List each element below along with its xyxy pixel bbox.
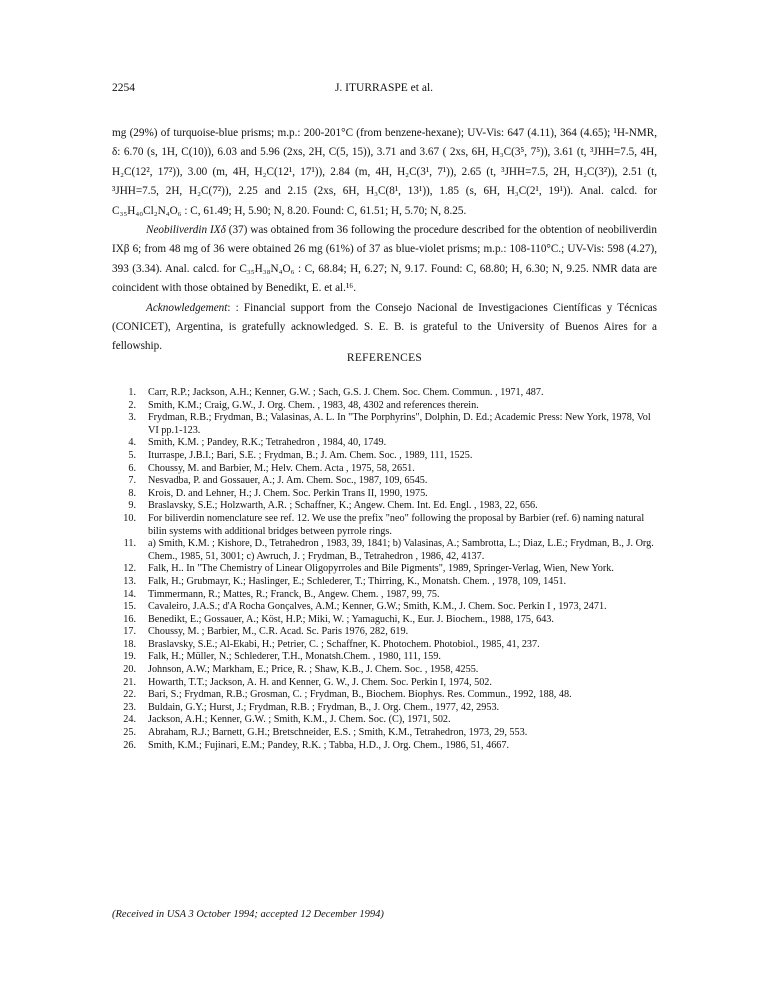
reference-text: Bari, S.; Frydman, R.B.; Grosman, C. ; Frydman, B., Biochem. Biophys. Res. Commun., 1992, 188, 48. [148,689,572,701]
reference-item [112,412,657,437]
reference-number: 13. [123,575,136,587]
reference-text: Braslavsky, S.E.; Holzwarth, A.R. ; Schaffner, K.; Angew. Chem. Int. Ed. Engl. , 1983, 22, 656. [148,500,538,512]
running-title: J. ITURRASPE et al. [334,82,434,94]
reference-text: Carr, R.P.; Jackson, A.H.; Kenner, G.W. ; Sach, G.S. J. Chem. Soc. Chem. Commun. , 1971, 487. [148,387,544,398]
acknowledgement-heading: Acknowledgement [146,301,228,314]
reference-item [112,387,657,400]
reference-text: Choussy, M. and Barbier, M.; Helv. Chem. Acta , 1975, 58, 2651. [148,462,415,474]
reference-number: 14. [123,588,136,600]
received-note: (Received in USA 3 October 1994; accepted 12 December 1994) [112,909,384,920]
reference-text: Smith, K.M.; Fujinari, E.M.; Pandey, R.K. ; Tabba, H.D., J. Org. Chem., 1986, 51, 4667. [148,739,510,751]
reference-text: Falk, H.; Grubmayr, K.; Haslinger, E.; Schlederer, T.; Thirring, K., Monatsh. Chem. , 1978, 109, 1451. [148,575,567,587]
reference-text: Jackson, A.H.; Kenner, G.W. ; Smith, K.M., J. Chem. Soc. (C), 1971, 502. [148,714,451,726]
reference-number: 2. [128,399,136,411]
reference-item [112,614,657,627]
reference-number: 17. [123,626,136,638]
reference-item [112,702,657,715]
reference-text: Choussy, M. ; Barbier, M., C.R. Acad. Sc. Paris 1976, 282, 619. [148,626,409,638]
reference-text: Nesvadba, P. and Gossauer, A.; J. Am. Chem. Soc., 1987, 109, 6545. [148,475,428,487]
references-heading: REFERENCES [346,352,423,364]
reference-number: 12. [123,563,136,575]
reference-item [112,651,657,664]
reference-item [112,740,657,753]
reference-number: 7. [128,475,136,487]
reference-item [112,664,657,677]
reference-item [112,689,657,702]
reference-item [112,626,657,639]
reference-number: 21. [123,676,136,688]
reference-item [112,437,657,450]
reference-text: Benedikt, E.; Gossauer, A.; Köst, H.P.; Miki, W. ; Yamaguchi, K., Eur. J. Biochem., 1988, 175, 643. [148,613,554,625]
reference-text: Smith, K.M. ; Pandey, R.K.; Tetrahedron , 1984, 40, 1749. [148,437,387,449]
reference-text: Johnson, A.W.; Markham, E.; Price, R. ; Shaw, K.B., J. Chem. Soc. , 1958, 4255. [148,664,479,676]
reference-text: Timmermann, R.; Mattes, R.; Franck, B., Angew. Chem. , 1987, 99, 75. [148,588,440,600]
compound-name: Neobiliverdin IXδ [146,224,226,237]
experimental-paragraph: mg (29%) of turquoise-blue prisms; m.p.: 200-201°C (from benzene-hexane); UV-Vis: 647 (4.11), 364 (4.65); ¹H-NMR, δ: 6.70 (s, 1H, C(10)), 6.03 and 5.96 (2xs, 2H, C(5, 15)), 3.71 and 3.67 ( 2xs, 6H, H₃C(3⁵, 7⁵)), 3.61 (t, ³JHH=7.5, 4H, H₂C(12², 17²)), 3.00 (m, 4H, H₂C(12¹, 17¹)), 2.84 (m, 4H, H₂C(3¹, 7¹)), 2.65 (t, ³JHH=7.5, 2H, H₂C(3²)), 2.51 (t, ³JHH=7.5, 2H, H₂C(7²)), 2.25 and 2.15 (2xs, 6H, H₃C(8¹, 13¹)), 1.85 (s, 6H, H₃C(2¹, 19¹)). Anal. calcd. for C₃₅H₄₀Cl₂N₄O₆ : C, 61.49; H, 5.90; N, 8.20. Found: C, 61.51; H, 5.70; N, 8.25. [112,127,657,217]
reference-text: Howarth, T.T.; Jackson, A. H. and Kenner, G. W., J. Chem. Soc. Perkin I, 1974, 502. [148,676,492,688]
acknowledgement-paragraph [112,299,657,357]
reference-number: 11. [123,538,136,550]
reference-text: Cavaleiro, J.A.S.; d'A Rocha Gonçalves, A.M.; Kenner, G.W.; Smith, K.M., J. Chem. Soc. Perkin I , 1973, 2471. [148,601,607,613]
reference-item [112,450,657,463]
body-text [112,124,657,357]
reference-text: For biliverdin nomenclature see ref. 12. We use the prefix "neo" following the proposal by Barbier (ref. 6) naming natural bilin systems with additional bridges between pyrrole rings. [148,512,645,537]
reference-number: 25. [123,727,136,739]
reference-item [112,475,657,488]
reference-text: Falk, H.. In "The Chemistry of Linear Oligopyrroles and Bile Pigments", 1989, Springer-Verlag, Wien, New York. [148,563,614,575]
reference-item [112,576,657,589]
page-number: 2254 [112,82,135,94]
neobiliverdin-paragraph [112,221,657,299]
reference-text: Krois, D. and Lehner, H.; J. Chem. Soc. Perkin Trans II, 1990, 1975. [148,487,428,499]
reference-text: Iturraspe, J.B.I.; Bari, S.E. ; Frydman, B.; J. Am. Chem. Soc. , 1989, 111, 1525. [148,449,473,461]
reference-item [112,538,657,563]
reference-item [112,677,657,690]
reference-number: 15. [123,601,136,613]
reference-item [112,639,657,652]
reference-number: 4. [128,437,136,449]
reference-item [112,488,657,501]
reference-item [112,513,657,538]
reference-text: Abraham, R.J.; Barnett, G.H.; Bretschneider, E.S. ; Smith, K.M., Tetrahedron, 1973, 29, 553. [148,727,528,739]
acknowledgement-text: : : Financial support from the Consejo Nacional de Investigaciones Científicas y Técnicas (CONICET), Argentina, is gratefully acknowledged. S. E. B. is grateful to the University of Buenos Aires for a fellowship. [112,301,657,353]
reference-number: 16. [123,613,136,625]
reference-number: 5. [128,449,136,461]
reference-text: a) Smith, K.M. ; Kishore, D., Tetrahedron , 1983, 39, 1841; b) Valasinas, A.; Sambrotta, L.; Diaz, L.E.; Frydman, B., J. Org. Chem., 1985, 51, 3001; c) Awruch, J. ; Frydman, B., Tetrahedron , 1986, 42, 4137. [148,538,654,562]
reference-number: 19. [123,651,136,663]
reference-number: 3. [128,412,136,424]
reference-item [112,601,657,614]
reference-item [112,500,657,513]
reference-item [112,463,657,476]
reference-item [112,727,657,740]
reference-item [112,589,657,602]
reference-number: 22. [123,689,136,701]
reference-text: Buldain, G.Y.; Hurst, J.; Frydman, R.B. ; Frydman, B., J. Org. Chem., 1977, 42, 2953. [148,701,500,713]
reference-text: Braslavsky, S.E.; Al-Ekabi, H.; Petrier, C. ; Schaffner, K. Photochem. Photobiol., 1985, 41, 237. [148,638,540,650]
reference-text: Frydman, R.B.; Frydman, B.; Valasinas, A. L. In "The Porphyrins", Dolphin, D. Ed.; Academic Press: New York, 1978, Vol VI pp.1-123. [148,412,651,436]
reference-number: 23. [123,701,136,713]
references-list [112,387,657,752]
reference-item [112,400,657,413]
reference-number: 24. [123,714,136,726]
reference-number: 9. [128,500,136,512]
reference-number: 26. [123,739,136,751]
reference-number: 8. [128,487,136,499]
reference-number: 20. [123,664,136,676]
reference-text: Smith, K.M.; Craig, G.W., J. Org. Chem. , 1983, 48, 4302 and references therein. [148,399,479,411]
reference-number: 10. [123,512,136,524]
reference-number: 6. [128,462,136,474]
reference-number: 18. [123,638,136,650]
neobiliverdin-text: (37) was obtained from 36 following the procedure described for the obtention of neobiliverdin IXβ 6; from 48 mg of 36 were obtained 26 mg (61%) of 37 as blue-violet prisms; m.p.: 108-110°C.; UV-Vis: 598 (4.27), 393 (3.34). Anal. calcd. for C₃₅H₃₈N₄O₆ : C, 68.84; H, 6.27; N, 9.17. Found: C, 68.80; H, 6.30; N, 9.25. NMR data are coincident with those obtained by Benedikt, E. et al.¹⁶. [112,224,657,295]
page-header [112,82,656,98]
reference-number: 1. [128,387,136,398]
reference-text: Falk, H.; Müller, N.; Schlederer, T.H., Monatsh.Chem. , 1980, 111, 159. [148,651,441,663]
reference-item [112,714,657,727]
reference-item [112,563,657,576]
